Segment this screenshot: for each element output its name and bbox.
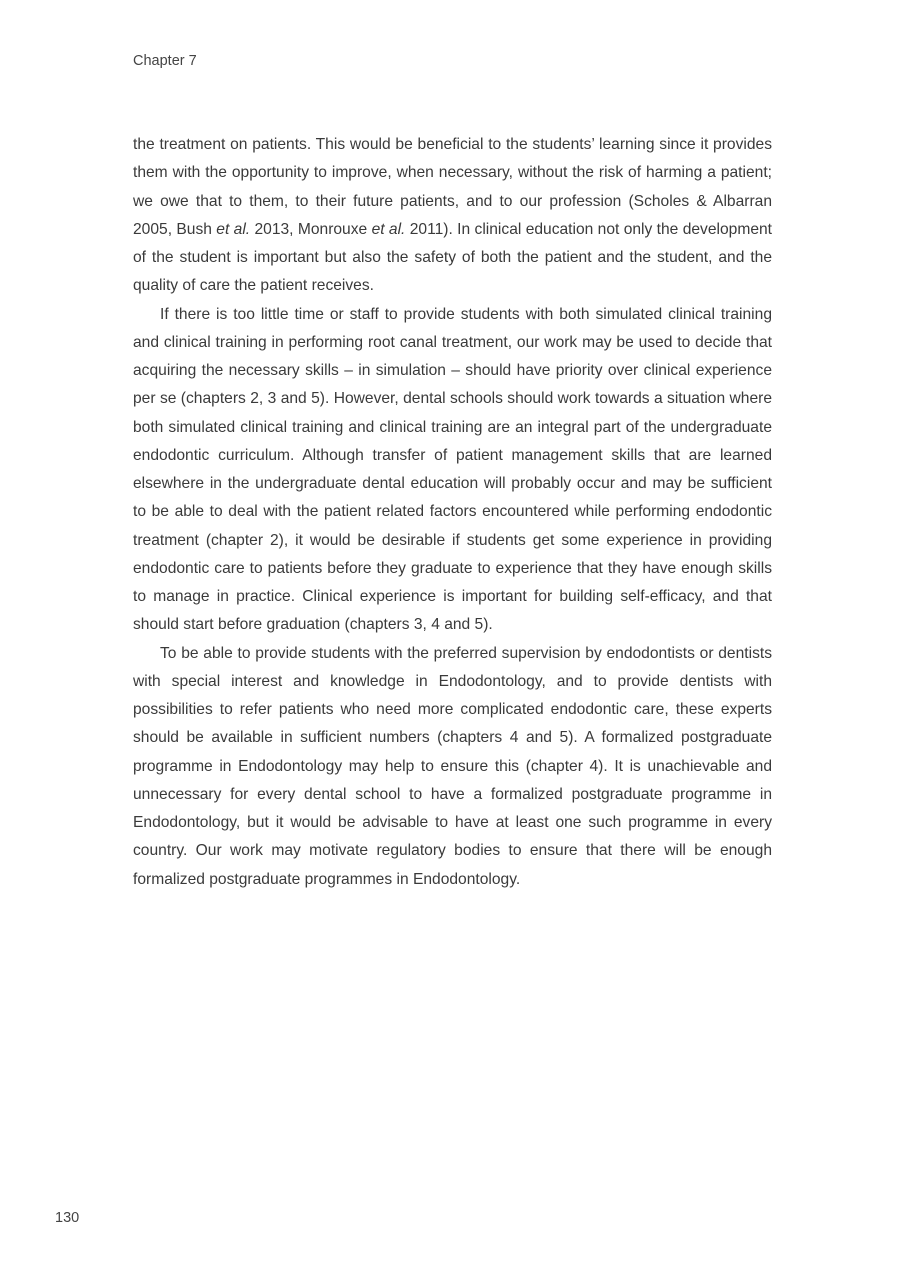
et-al-italic: et al. (216, 220, 251, 238)
paragraph-1-part-b: 2013, Monrouxe (250, 220, 372, 238)
paragraph-3: To be able to provide students with the preferred supervision by endodontists or dentists with special interest and knowledge in Endodontology, and to provide dentists with possibilities to refer patients who need more complicated endodontic care, these experts should be available in sufficient numbers (chapters 4 and 5). A formalized postgraduate programme in Endodontology may help to ensure this (chapter 4). It is unachievable and unnecessary for every dental school to have a formalized postgraduate programme in Endodontology, but it would be advisable to have at least one such programme in every country. Our work may motivate regulatory bodies to ensure that there will be enough formalized postgraduate programmes in Endodontology. (133, 644, 772, 888)
paragraph-1-part-c: 2011). In clinical education not only the development of the student is important but also the safety of both the patient and the student, and the quality of care the patient receives. (133, 220, 772, 295)
paragraph-1-part-a: the treatment on patients. This would be beneficial to the students’ learning since it provides them with the opportunity to improve, when necessary, without the risk of harming a patient; we owe that to them, to their future patients, and to our profession (Scholes & Albarran 2005, Bush (133, 136, 772, 238)
running-head: Chapter 7 (133, 53, 197, 69)
body-text (133, 131, 772, 894)
paragraph-2: If there is too little time or staff to provide students with both simulated clinical training and clinical training in performing root canal treatment, our work may be used to decide that acquiring the necessary skills – in simulation – should have priority over clinical experience per se (chapters 2, 3 and 5). However, dental schools should work towards a situation where both simulated clinical training and clinical training are an integral part of the undergraduate endodontic curriculum. Although transfer of patient management skills that are learned elsewhere in the undergraduate dental education will probably occur and may be sufficient to be able to deal with the patient related factors encountered while performing endodontic treatment (chapter 2), it would be desirable if students get some experience in providing endodontic care to patients before they graduate to experience that they have enough skills to manage in practice. Clinical experience is important for building self-efficacy, and that should start before graduation (chapters 3, 4 and 5). (133, 305, 772, 634)
page-number: 130 (55, 1210, 80, 1226)
paragraph-1 (133, 131, 772, 301)
et-al-italic: et al. (371, 220, 406, 238)
